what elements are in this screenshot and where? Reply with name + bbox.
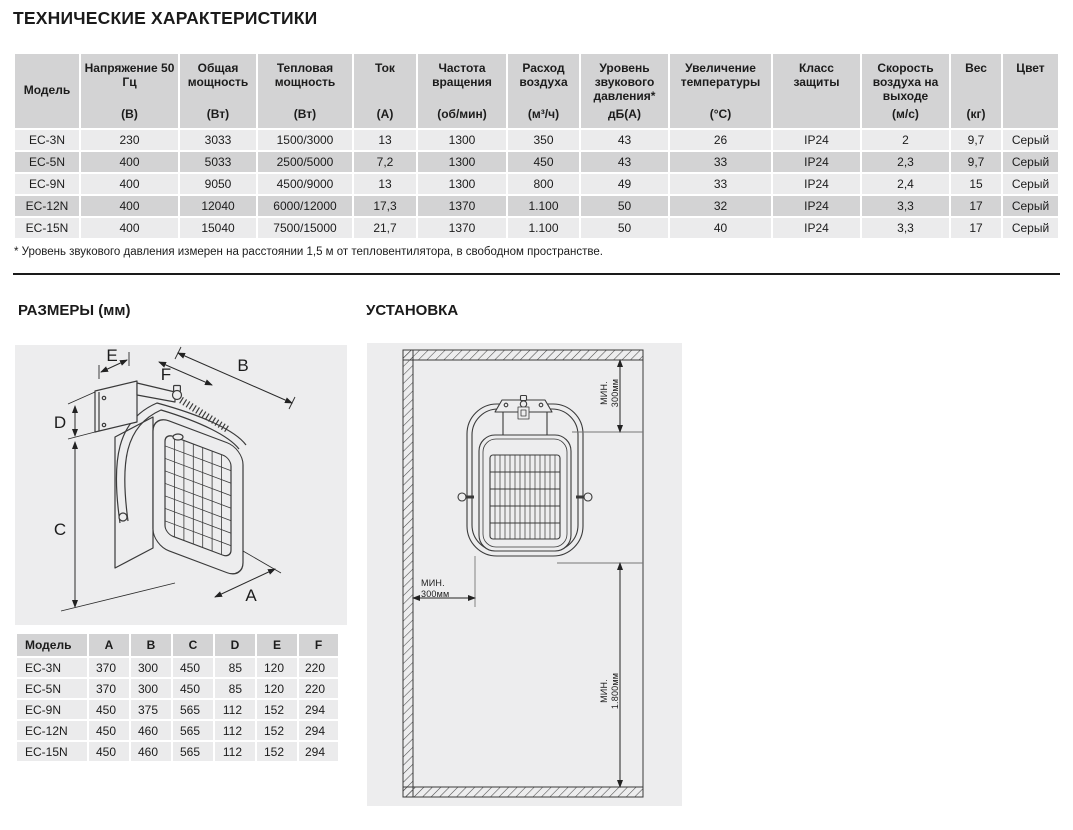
dim-cell: EC-15N (17, 742, 87, 761)
dim-col-header-0: Модель (17, 634, 87, 656)
dim-row (17, 721, 338, 740)
spec-row (15, 196, 1058, 216)
divider (13, 273, 1060, 275)
wall-clearance-label (421, 578, 449, 599)
floor-clearance-label (599, 673, 620, 709)
page-title: ТЕХНИЧЕСКИЕ ХАРАКТЕРИСТИКИ (13, 8, 318, 28)
spec-col-header-11: Вес (кг) (951, 54, 1001, 128)
dimensions-header-row (17, 634, 338, 656)
spec-cell: 9,7 (951, 152, 1001, 172)
dim-cell: 152 (257, 721, 297, 740)
dim-cell: EC-12N (17, 721, 87, 740)
handle-knob (119, 513, 127, 521)
spec-cell: 1300 (418, 152, 506, 172)
spec-cell: 2,4 (862, 174, 949, 194)
floor-hatch (403, 787, 643, 797)
spec-cell: 43 (581, 152, 668, 172)
spec-cell: 33 (670, 152, 771, 172)
dim-cell: 294 (299, 742, 338, 761)
spec-cell: 9050 (180, 174, 256, 194)
dim-cell: 460 (131, 721, 171, 740)
dimensions-table (15, 632, 340, 763)
spec-col-header-4: Ток (А) (354, 54, 416, 128)
heater-isometric-drawing (15, 345, 347, 625)
spec-cell: 6000/12000 (258, 196, 352, 216)
svg-text:300мм: 300мм (610, 378, 620, 408)
section-title-installation: УСТАНОВКА (366, 302, 459, 319)
dim-row (17, 700, 338, 719)
dim-cell: 220 (299, 658, 338, 677)
wall-hatch (403, 350, 413, 797)
spec-col-header-5: Частота вращения (об/мин) (418, 54, 506, 128)
dim-cell: 565 (173, 700, 213, 719)
dim-col-header-4: D (215, 634, 255, 656)
spec-cell: 15 (951, 174, 1001, 194)
spec-col-header-10: Скорость воздуха на выходе (м/с) (862, 54, 949, 128)
spec-cell: 17 (951, 218, 1001, 238)
dim-col-header-6: F (299, 634, 338, 656)
spec-cell: IP24 (773, 174, 860, 194)
installation-figure (367, 343, 682, 806)
spec-col-header-9: Класс защиты (773, 54, 860, 128)
dim-label-b: B (237, 356, 249, 375)
spec-cell: 40 (670, 218, 771, 238)
dim-row (17, 742, 338, 761)
spec-cell: 230 (81, 130, 178, 150)
dim-cell: 120 (257, 658, 297, 677)
spec-cell: 1500/3000 (258, 130, 352, 150)
spec-cell: 33 (670, 174, 771, 194)
dim-col-header-5: E (257, 634, 297, 656)
ceiling-hatch (403, 350, 643, 360)
dim-cell: 152 (257, 742, 297, 761)
spec-table (13, 52, 1060, 240)
dim-col-header-2: B (131, 634, 171, 656)
spec-cell: 12040 (180, 196, 256, 216)
dim-cell: 450 (89, 700, 129, 719)
spec-cell: Серый (1003, 152, 1058, 172)
spec-cell: 5033 (180, 152, 256, 172)
dim-cell: 120 (257, 679, 297, 698)
ceiling-clearance-label (599, 379, 620, 407)
spec-cell: Серый (1003, 196, 1058, 216)
dim-cell: 294 (299, 721, 338, 740)
wall-bracket-plate (95, 381, 137, 432)
dim-cell: 370 (89, 679, 129, 698)
spec-row (15, 218, 1058, 238)
spec-cell: 17 (951, 196, 1001, 216)
spec-cell: 3,3 (862, 218, 949, 238)
dim-col-header-1: A (89, 634, 129, 656)
heater-front-view (458, 396, 592, 557)
spec-col-header-0: Модель (15, 54, 79, 128)
dim-label-e: E (106, 346, 118, 365)
spec-cell: EC-12N (15, 196, 79, 216)
spec-cell: IP24 (773, 152, 860, 172)
dim-cell: 300 (131, 679, 171, 698)
spec-cell: Серый (1003, 218, 1058, 238)
dim-row (17, 658, 338, 677)
spec-cell: 7,2 (354, 152, 416, 172)
spec-cell: 13 (354, 130, 416, 150)
spec-cell: 1.100 (508, 218, 579, 238)
svg-text:МИН.: МИН. (599, 679, 609, 703)
latch (518, 407, 529, 419)
dim-cell: 460 (131, 742, 171, 761)
spec-cell: 1370 (418, 218, 506, 238)
spec-cell: 450 (508, 152, 579, 172)
dim-cell: 565 (173, 721, 213, 740)
dim-cell: 152 (257, 700, 297, 719)
dim-col-header-3: C (173, 634, 213, 656)
dim-cell: 375 (131, 700, 171, 719)
spec-cell: 7500/15000 (258, 218, 352, 238)
dim-cell: 450 (89, 742, 129, 761)
bolt (520, 401, 526, 407)
heater-body-isometric (95, 381, 246, 579)
spec-cell: 2 (862, 130, 949, 150)
spec-cell: 17,3 (354, 196, 416, 216)
spec-cell: IP24 (773, 218, 860, 238)
spec-col-header-2: Общая мощность (Вт) (180, 54, 256, 128)
dim-cell: 112 (215, 700, 255, 719)
spec-cell: EC-3N (15, 130, 79, 150)
spec-cell: 3033 (180, 130, 256, 150)
dim-cell: 112 (215, 742, 255, 761)
dim-cell: 370 (89, 658, 129, 677)
svg-text:МИН.: МИН. (599, 381, 609, 405)
dim-cell: 85 (215, 658, 255, 677)
spec-cell: EC-9N (15, 174, 79, 194)
spec-cell: 2,3 (862, 152, 949, 172)
dim-cell: EC-3N (17, 658, 87, 677)
dim-cell: 300 (131, 658, 171, 677)
spec-cell: 4500/9000 (258, 174, 352, 194)
dim-label-c: C (53, 520, 67, 539)
dim-row (17, 679, 338, 698)
spec-cell: Серый (1003, 174, 1058, 194)
spec-cell: 21,7 (354, 218, 416, 238)
spec-cell: 9,7 (951, 130, 1001, 150)
dim-cell: 450 (173, 679, 213, 698)
spec-col-header-7: Уровень звукового давления* дБ(А) (581, 54, 668, 128)
dim-cell: 450 (89, 721, 129, 740)
spec-cell: 50 (581, 218, 668, 238)
spec-cell: 13 (354, 174, 416, 194)
dim-label-a: A (245, 586, 257, 605)
footnote: * Уровень звукового давления измерен на расстоянии 1,5 м от тепловентилятора, в свободном пространстве. (14, 246, 603, 258)
spec-cell: 15040 (180, 218, 256, 238)
spec-row (15, 174, 1058, 194)
dim-cell: 565 (173, 742, 213, 761)
dim-cell: 450 (173, 658, 213, 677)
spec-row (15, 130, 1058, 150)
section-title-dimensions: РАЗМЕРЫ (мм) (18, 302, 131, 319)
spec-col-header-12: Цвет (1003, 54, 1058, 128)
spec-cell: 400 (81, 152, 178, 172)
spec-cell: 2500/5000 (258, 152, 352, 172)
dim-label-f: F (160, 365, 172, 384)
spec-cell: 3,3 (862, 196, 949, 216)
dim-cell: 112 (215, 721, 255, 740)
top-vent (173, 434, 183, 440)
svg-text:300мм: 300мм (421, 589, 450, 599)
spec-cell: 800 (508, 174, 579, 194)
top-knob (173, 391, 182, 400)
spec-cell: IP24 (773, 196, 860, 216)
spec-cell: 400 (81, 218, 178, 238)
dim-label-d: D (53, 413, 67, 432)
bolt-cap (521, 396, 527, 401)
dim-cell: 294 (299, 700, 338, 719)
spec-cell: 1.100 (508, 196, 579, 216)
spec-header-row (15, 54, 1058, 128)
spec-cell: 43 (581, 130, 668, 150)
spec-cell: Серый (1003, 130, 1058, 150)
spec-cell: 1300 (418, 130, 506, 150)
dim-cell: 85 (215, 679, 255, 698)
spec-col-header-1: Напряжение 50 Гц (В) (81, 54, 178, 128)
spec-col-header-6: Расход воздуха (м³/ч) (508, 54, 579, 128)
bracket-arm (137, 383, 175, 402)
dim-cell: 220 (299, 679, 338, 698)
svg-text:МИН.: МИН. (421, 578, 445, 588)
spec-cell: EC-15N (15, 218, 79, 238)
spec-cell: 50 (581, 196, 668, 216)
spec-row (15, 152, 1058, 172)
spec-cell: EC-5N (15, 152, 79, 172)
spec-cell: 1370 (418, 196, 506, 216)
installation-clearance-drawing (367, 343, 682, 806)
dim-cell: EC-5N (17, 679, 87, 698)
spec-cell: 32 (670, 196, 771, 216)
spec-col-header-8: Увеличение температуры (°С) (670, 54, 771, 128)
svg-text:1.800мм: 1.800мм (610, 672, 620, 710)
spec-col-header-3: Тепловая мощность (Вт) (258, 54, 352, 128)
spec-cell: 1300 (418, 174, 506, 194)
spec-cell: 400 (81, 196, 178, 216)
spec-cell: 400 (81, 174, 178, 194)
spec-cell: 49 (581, 174, 668, 194)
side-knob-left (458, 493, 466, 501)
knurled-rod (181, 400, 227, 429)
side-knob-right (584, 493, 592, 501)
dimensions-figure (15, 345, 347, 625)
spec-cell: 350 (508, 130, 579, 150)
dim-cell: EC-9N (17, 700, 87, 719)
spec-cell: IP24 (773, 130, 860, 150)
spec-cell: 26 (670, 130, 771, 150)
